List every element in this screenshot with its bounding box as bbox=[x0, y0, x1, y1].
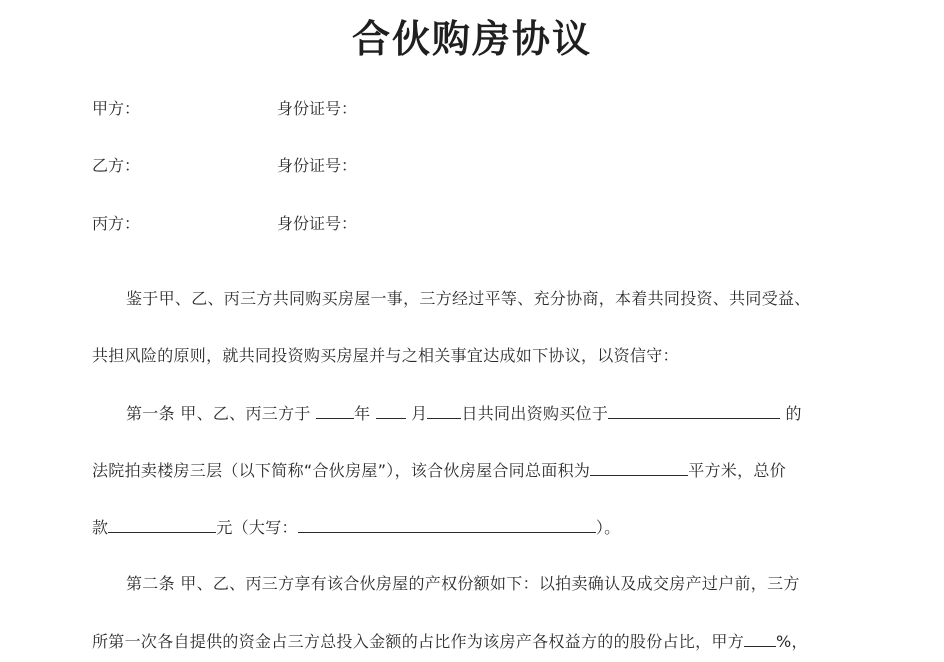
price-blank bbox=[108, 514, 216, 533]
price-capital-blank bbox=[298, 514, 596, 533]
article-1-text-d: 法院拍卖楼房三层（以下简称“合伙房屋”），该合伙房屋合同总面积为 bbox=[92, 461, 591, 480]
party-b-id-label: 身份证号： bbox=[277, 156, 358, 175]
month-blank bbox=[376, 400, 406, 419]
document-title: 合伙购房协议 bbox=[351, 17, 592, 61]
article-1-line-1 bbox=[126, 400, 852, 427]
article-1-text-e: 平方米，总价 bbox=[688, 461, 786, 480]
share-a-blank bbox=[744, 628, 776, 647]
article-1-year-label: 年 bbox=[354, 404, 376, 423]
party-b-label: 乙方： bbox=[92, 156, 141, 175]
article-1-line-2 bbox=[92, 457, 852, 484]
article-1-text-f: 款 bbox=[92, 518, 109, 537]
party-a-id-label: 身份证号： bbox=[277, 99, 358, 118]
article-1-month-label: 月 bbox=[405, 404, 428, 423]
party-c-label: 丙方： bbox=[92, 214, 141, 233]
party-row-a bbox=[92, 96, 852, 122]
article-2-line-2 bbox=[92, 628, 852, 655]
article-1-line-3 bbox=[92, 514, 852, 541]
article-1-text-h: ）。 bbox=[595, 518, 621, 537]
party-c-id-label: 身份证号： bbox=[277, 214, 358, 233]
article-2-text-b: %， bbox=[776, 632, 808, 651]
party-a-label: 甲方： bbox=[92, 99, 141, 118]
party-row-b bbox=[92, 153, 852, 179]
article-1-text-b: 日共同出资购买位于 bbox=[461, 404, 609, 423]
area-blank bbox=[590, 457, 688, 476]
article-2-text-a: 所第一次各自提供的资金占三方总投入金额的占比作为该房产各权益方的的股份占比，甲方 bbox=[92, 632, 745, 651]
preamble-line-2: 共担风险的原则，就共同投资购买房屋并与之相关事宜达成如下协议，以资信守： bbox=[92, 346, 679, 365]
year-blank bbox=[316, 400, 354, 419]
article-2-line-1: 第二条 甲、乙、丙三方享有该合伙房屋的产权份额如下：以拍卖确认及成交房产过户前，三方 bbox=[126, 574, 800, 593]
day-blank bbox=[427, 400, 461, 419]
party-row-c bbox=[92, 211, 852, 237]
article-1-text-c: 的 bbox=[780, 404, 802, 423]
preamble-line-1: 鉴于甲、乙、丙三方共同购买房屋一事，三方经过平等、充分协商，本着共同投资、共同受益、 bbox=[126, 289, 811, 308]
article-1-text-g: 元（大写： bbox=[216, 518, 298, 537]
article-1-text-a: 第一条 甲、乙、丙三方于 bbox=[126, 404, 317, 423]
location-blank bbox=[608, 400, 780, 419]
